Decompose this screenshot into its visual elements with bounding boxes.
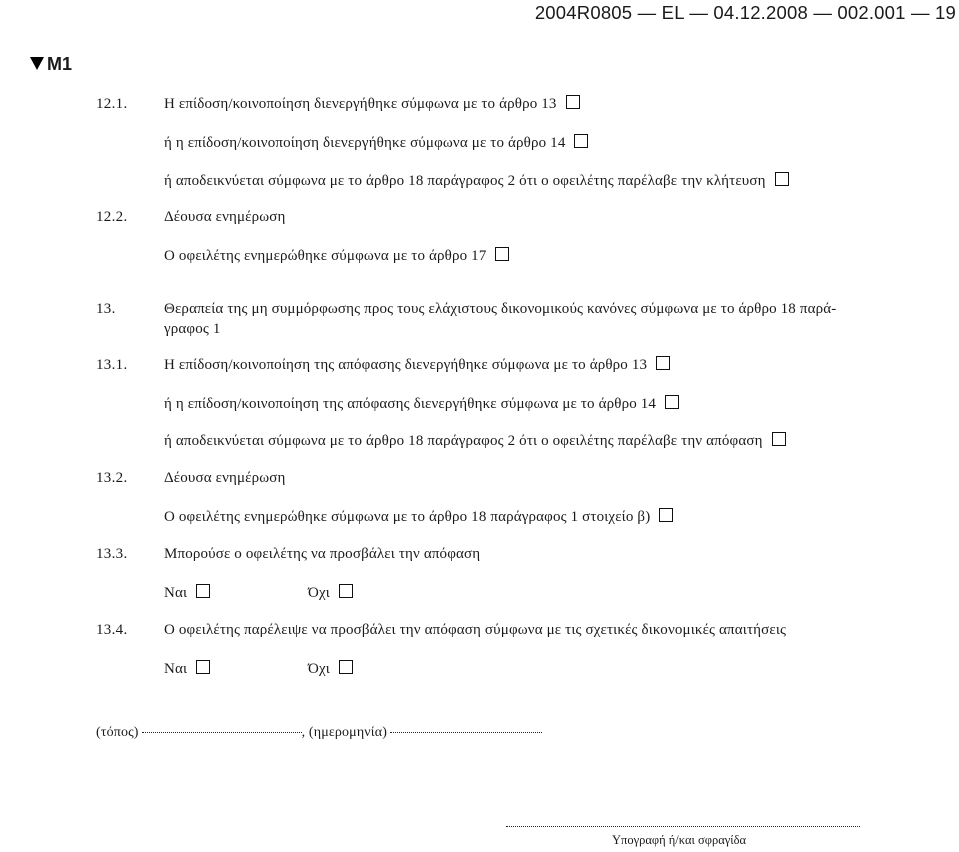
section-number-13-2: 13.2. [96,470,128,486]
option-label: Ναι [164,661,188,677]
line-text: ή η επίδοση/κοινοποίηση της απόφασης διενεργήθηκε σύμφωνα με το άρθρο 14 [164,396,657,412]
checkbox-12-1-article-14[interactable] [574,134,588,148]
line-12-1-article-13 [164,94,580,114]
section-title-13-line-1: Θεραπεία της μη συμμόρφωσης προς τους ελάχιστους δικονομικούς κανόνες σύμφωνα με το άρθρο 18 παρά- [164,301,837,317]
checkbox-12-1-article-18[interactable] [775,172,789,186]
line-text: ή η επίδοση/κοινοποίηση διενεργήθηκε σύμφωνα με το άρθρο 14 [164,135,566,151]
checkbox-13-2-article-18[interactable] [659,508,673,522]
section-title-13-2: Δέουσα ενημέρωση [164,470,286,486]
option-13-3-no [308,583,353,603]
checkbox-13-4-yes[interactable] [196,660,210,674]
checkbox-12-2-article-17[interactable] [495,247,509,261]
option-label: Όχι [308,661,330,677]
section-title-13-line-2: γραφος 1 [164,321,221,337]
checkbox-13-3-no[interactable] [339,584,353,598]
section-number-13-3: 13.3. [96,546,128,562]
line-text: Η επίδοση/κοινοποίηση διενεργήθηκε σύμφωνα με το άρθρο 13 [164,96,557,112]
place-date-line [96,723,542,743]
signature-line[interactable] [506,826,860,827]
option-13-4-yes [164,659,210,679]
option-label: Όχι [308,585,330,601]
line-13-1-article-14 [164,394,679,414]
document-header: 2004R0805 — EL — 04.12.2008 — 002.001 — 19 [534,2,956,23]
date-field[interactable] [390,731,542,733]
line-text: Ο οφειλέτης ενημερώθηκε σύμφωνα με το άρθρο 17 [164,248,487,264]
checkbox-13-1-article-18[interactable] [772,432,786,446]
checkbox-13-3-yes[interactable] [196,584,210,598]
line-text: ή αποδεικνύεται σύμφωνα με το άρθρο 18 παράγραφος 2 ότι ο οφειλέτης παρέλαβε την απόφαση [164,433,763,449]
section-number-13: 13. [96,301,116,317]
checkbox-13-4-no[interactable] [339,660,353,674]
date-label: , (ημερομηνία) [301,725,388,740]
section-title-13-3: Μπορούσε ο οφειλέτης να προσβάλει την απόφαση [164,546,481,562]
line-12-2-article-17 [164,246,509,266]
section-title-12-2: Δέουσα ενημέρωση [164,209,286,225]
line-text: Η επίδοση/κοινοποίηση της απόφασης διενεργήθηκε σύμφωνα με το άρθρο 13 [164,357,648,373]
checkbox-12-1-article-13[interactable] [566,95,580,109]
signature-label: Υπογραφή ή/και σφραγίδα [612,833,747,847]
option-label: Ναι [164,585,188,601]
place-label: (τόπος) [96,725,139,740]
triangle-down-icon [30,57,44,70]
option-13-4-no [308,659,353,679]
option-13-3-yes [164,583,210,603]
amendment-label: M1 [47,54,73,74]
section-number-13-1: 13.1. [96,357,128,373]
line-13-2-article-18 [164,507,673,527]
line-13-1-article-13 [164,355,670,375]
line-12-1-article-18 [164,171,789,191]
amendment-marker [30,54,72,75]
checkbox-13-1-article-13[interactable] [656,356,670,370]
section-number-12-1: 12.1. [96,96,128,112]
line-text: ή αποδεικνύεται σύμφωνα με το άρθρο 18 παράγραφος 2 ότι ο οφειλέτης παρέλαβε την κλήτευση [164,173,766,189]
section-number-12-2: 12.2. [96,209,128,225]
line-text: Ο οφειλέτης ενημερώθηκε σύμφωνα με το άρθρο 18 παράγραφος 1 στοιχείο β) [164,509,651,525]
line-12-1-article-14 [164,133,588,153]
section-title-13-4: Ο οφειλέτης παρέλειψε να προσβάλει την απόφαση σύμφωνα με τις σχετικές δικονομικές απαιτήσεις [164,622,787,638]
place-field[interactable] [142,731,302,733]
section-number-13-4: 13.4. [96,622,128,638]
checkbox-13-1-article-14[interactable] [665,395,679,409]
line-13-1-article-18 [164,431,786,451]
